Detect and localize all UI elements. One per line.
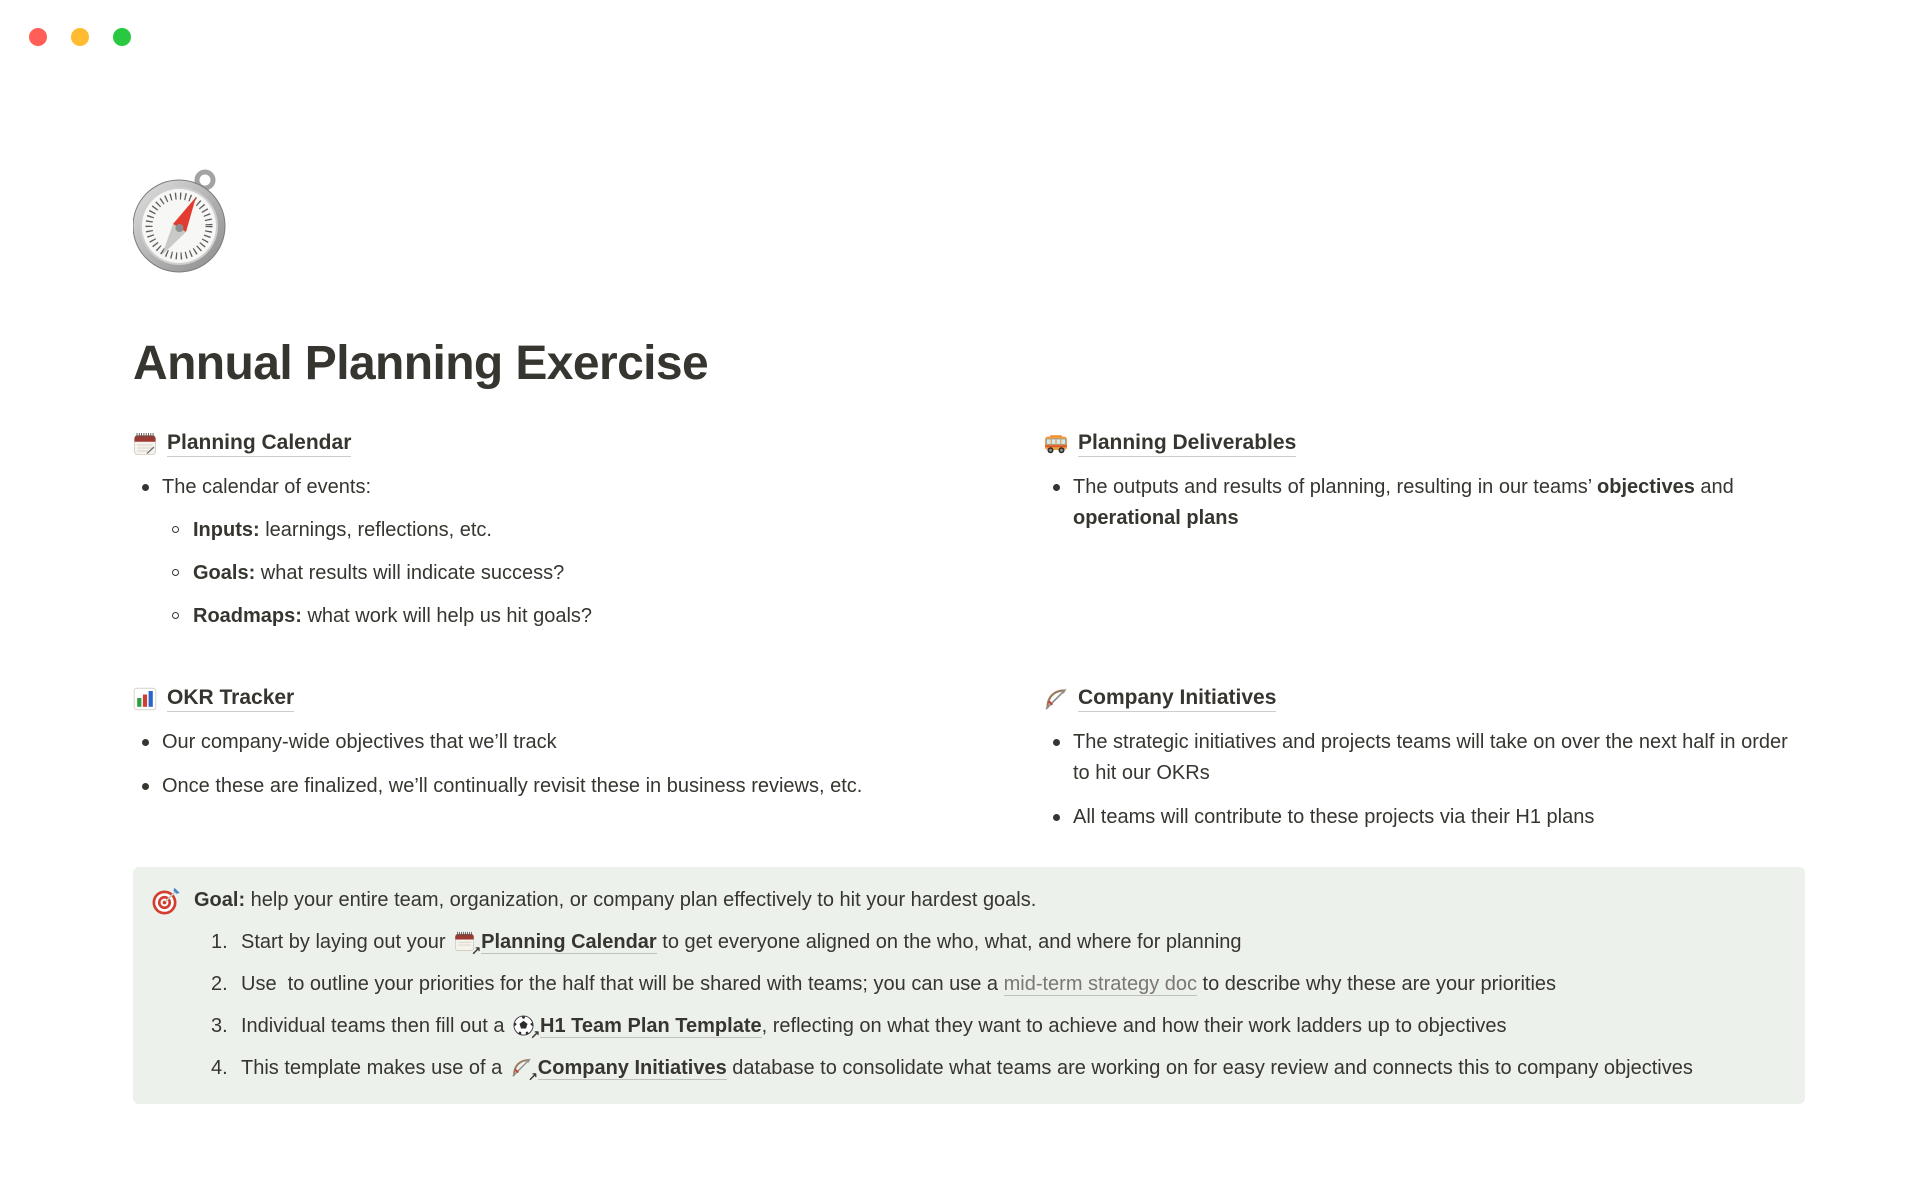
bullet-text: All teams will contribute to these projects via their H1 plans xyxy=(1073,806,1595,828)
compass-icon[interactable] xyxy=(133,167,229,273)
section-planning-deliverables xyxy=(1044,429,1805,632)
step-text: database to consolidate what teams are working on for easy review and connects this to company objectives xyxy=(726,1057,1693,1079)
step-number: 1. xyxy=(211,931,228,953)
planning-deliverables-list xyxy=(1044,472,1805,534)
step-text: Individual teams then fill out a xyxy=(241,1015,511,1037)
step-text: This template makes use of a xyxy=(241,1057,508,1079)
okr-tracker-page-link[interactable]: OKR Tracker xyxy=(167,686,294,712)
list-item xyxy=(1044,802,1805,833)
bullet-text: Our company-wide objectives that we’ll track xyxy=(162,731,557,753)
company-initiatives-list xyxy=(1044,727,1805,833)
bow-and-arrow-icon xyxy=(511,1057,538,1084)
list-item xyxy=(1044,472,1805,534)
company-initiatives-page-link[interactable]: Company Initiatives xyxy=(1078,686,1276,712)
close-button[interactable] xyxy=(29,28,47,46)
bullet-bold: objectives xyxy=(1597,476,1695,498)
minimize-button[interactable] xyxy=(71,28,89,46)
list-item xyxy=(133,771,894,802)
step-text: to get everyone aligned on the who, what, and where for planning xyxy=(656,931,1242,953)
section-company-initiatives xyxy=(1044,684,1805,833)
page-link-arrow-icon: ↗ xyxy=(471,944,482,958)
zoom-button[interactable] xyxy=(113,28,131,46)
section-okr-tracker xyxy=(133,684,894,833)
bar-chart-icon xyxy=(133,687,157,711)
company-initiatives-page-link[interactable]: Company Initiatives xyxy=(537,1057,727,1079)
list-item xyxy=(194,927,1785,958)
list-item xyxy=(162,558,894,589)
okr-tracker-list xyxy=(133,727,894,802)
bullet-text: The outputs and results of planning, resulting in our teams’ xyxy=(1073,476,1598,498)
bullet-text: what results will indicate success? xyxy=(255,562,565,584)
bullet-text: and xyxy=(1694,476,1734,498)
page-link-arrow-icon: ↗ xyxy=(527,1070,538,1084)
bullet-text: learnings, reflections, etc. xyxy=(259,519,492,541)
step-text: to describe why these are your priorities xyxy=(1197,973,1557,995)
step-text: , reflecting on what they want to achieve and how their work ladders up to objectives xyxy=(761,1015,1507,1037)
planning-calendar-page-link[interactable]: Planning Calendar xyxy=(481,931,657,953)
step-content xyxy=(241,969,1785,1000)
h1-team-plan-template-page-link[interactable]: H1 Team Plan Template xyxy=(540,1015,762,1037)
mid-term-strategy-doc-link[interactable]: mid-term strategy doc xyxy=(1003,973,1197,995)
bus-icon xyxy=(1044,432,1068,456)
planning-calendar-page-link[interactable]: Planning Calendar xyxy=(167,431,351,457)
step-number: 3. xyxy=(211,1015,228,1037)
page-link-arrow-icon: ↗ xyxy=(529,1028,541,1042)
callout-intro-text: help your entire team, organization, or company plan effectively to hit your hardest goals. xyxy=(245,889,1037,911)
spiral-calendar-icon xyxy=(454,931,482,958)
list-item xyxy=(133,727,894,758)
list-item xyxy=(1044,727,1805,789)
callout-intro-bold: Goal: xyxy=(194,889,246,911)
soccer-ball-icon xyxy=(513,1015,541,1042)
bullet-text: The strategic initiatives and projects teams will take on over the next half in order to hit our OKRs xyxy=(1073,731,1788,784)
planning-deliverables-page-link[interactable]: Planning Deliverables xyxy=(1078,431,1296,457)
list-item xyxy=(194,1053,1785,1084)
step-content xyxy=(241,927,1785,958)
step-number: 4. xyxy=(211,1057,228,1079)
list-item xyxy=(194,1011,1785,1042)
step-content xyxy=(241,1011,1785,1042)
bullet-bold: operational plans xyxy=(1073,507,1239,529)
step-number: 2. xyxy=(211,973,228,995)
list-item xyxy=(194,969,1785,1000)
bullet-bold: Inputs: xyxy=(193,519,260,541)
page-title[interactable]: Annual Planning Exercise xyxy=(133,337,709,390)
callout-intro xyxy=(194,885,1785,916)
step-text: Start by laying out your xyxy=(241,931,452,953)
bullet-bold: Roadmaps: xyxy=(193,605,302,627)
bullet-bold: Goals: xyxy=(193,562,256,584)
bow-and-arrow-icon xyxy=(1044,687,1068,711)
list-item xyxy=(133,472,894,632)
list-item xyxy=(162,515,894,546)
window-controls xyxy=(29,28,131,46)
two-column-layout xyxy=(133,429,1805,833)
list-item xyxy=(162,601,894,632)
spiral-calendar-icon xyxy=(133,432,157,456)
bullet-text: what work will help us hit goals? xyxy=(301,605,593,627)
planning-calendar-list xyxy=(133,472,894,632)
callout-steps xyxy=(194,927,1785,1084)
bullet-text: Once these are finalized, we’ll continually revisit these in business reviews, etc. xyxy=(162,775,863,797)
dart-target-icon xyxy=(151,886,181,916)
step-content xyxy=(241,1053,1785,1084)
step-text: Use to outline your priorities for the half that will be shared with teams; you can use a xyxy=(241,973,1004,995)
goal-callout xyxy=(133,867,1805,1104)
section-planning-calendar xyxy=(133,429,894,632)
bullet-text: The calendar of events: xyxy=(162,476,372,498)
